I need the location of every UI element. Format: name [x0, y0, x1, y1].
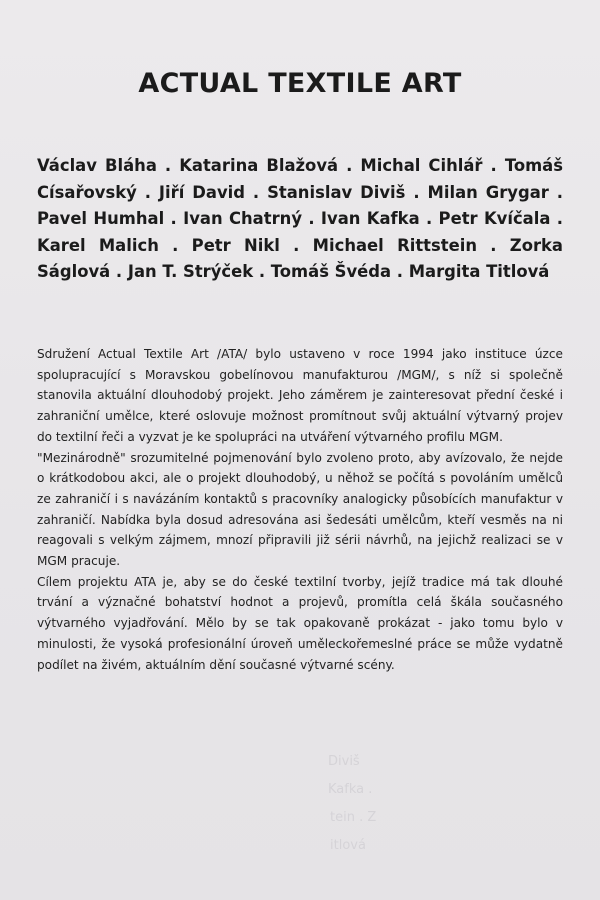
show-through-line: itlová: [330, 838, 366, 853]
artist-list: Václav Bláha . Katarina Blažová . Michal Cihlář . Tomáš Císařovský . Jiří David . Stanislav Diviš . Milan Grygar . Pavel Humhal . Ivan Chatrný . Ivan Kafka . Petr Kvíčala . Karel Malich . Petr Nikl . Michael Rittstein . Zorka Ságlová . Jan T. Strýček . Tomáš Švéda . Margita Titlová: [37, 156, 563, 282]
paragraph: "Mezinárodně" srozumitelné pojmenování bylo zvoleno proto, aby avízovalo, že nejde o krátkodobou akci, ale o projekt dlouhodobý, u něhož se počítá s povoláním umělců ze zahraničí i s navázáním kontaktů s pracovníky analogicky působících manufaktur v zahraničí. Nabídka byla dosud adresována asi šedesáti umělcům, kteří vesměs na ni reagovali s velkým zájmem, mnozí připravili již sérii návrhů, na jejichž realizaci se v MGM pracuje.: [37, 450, 563, 569]
paragraph: Sdružení Actual Textile Art /ATA/ bylo ustaveno v roce 1994 jako instituce úzce spolupracující s Moravskou gobelínovou manufakturou /MGM/, s níž si společně stanovila aktuální dlouhodobý projekt. Jeho záměrem je zainteresovat přední české i zahraniční umělce, které oslovuje možnost promítnout svůj aktuální výtvarný projev do textilní řeči a vyzvat je ke spolupráci na utváření výtvarného profilu MGM.: [37, 347, 563, 444]
document-title: ACTUAL TEXTILE ART: [138, 68, 462, 99]
show-through-line: tein . Z: [330, 810, 377, 825]
body-text: [37, 344, 563, 675]
show-through-line: Diviš: [328, 754, 360, 769]
show-through-line: Kafka .: [328, 782, 373, 797]
show-through-text: [322, 748, 442, 860]
paragraph: Cílem projektu ATA je, aby se do české textilní tvorby, jejíž tradice má tak dlouhé trvání a význačné bohatství hodnot a projevů, promítla celá škála současného výtvarného vyjadřování. Mělo by se tak opakovaně prokázat - jako tomu bylo v minulosti, že vysoká profesionální úroveň uměleckořemeslné práce se může vydatně podílet na živém, aktuálním dění současné výtvarné scény.: [37, 574, 563, 672]
